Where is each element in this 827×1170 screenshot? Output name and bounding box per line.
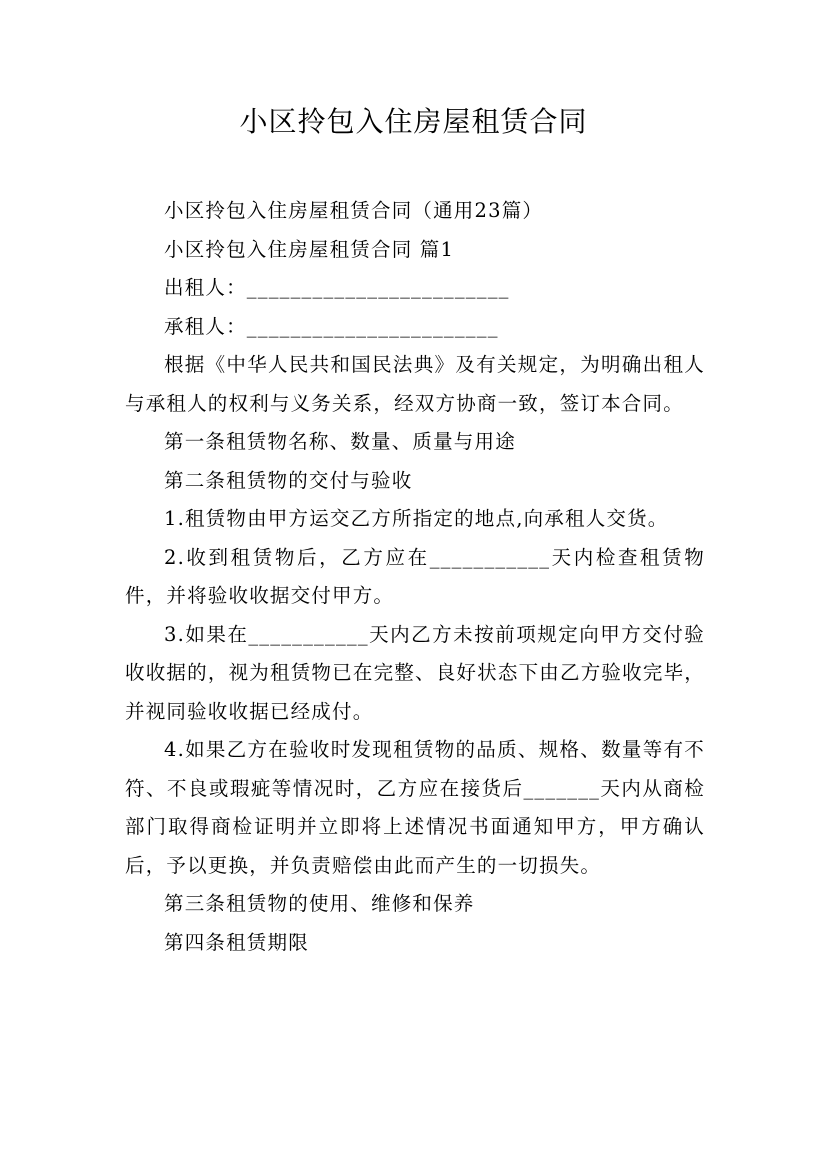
- paragraph-item-3: 3.如果在___________天内乙方未按前项规定向甲方交付验收收据的，视为租赁物已在完整、良好状态下由乙方验收完毕，并视同验收收据已经成付。: [125, 622, 705, 723]
- document-body: [125, 192, 705, 962]
- paragraph-article-2: 第二条租赁物的交付与验收: [164, 468, 413, 492]
- paragraph-article-1: 第一条租赁物名称、数量、质量与用途: [164, 430, 516, 453]
- paragraph-article-3: 第三条租赁物的使用、维修和保养: [164, 892, 475, 915]
- paragraph-lessee: 承租人：_______________________: [164, 314, 499, 338]
- paragraph-item-2: 2.收到租赁物后，乙方应在___________天内检查租赁物件，并将验收收据交付甲方。: [125, 545, 705, 607]
- paragraph-subtitle: 小区拎包入住房屋租赁合同（通用23篇）: [164, 199, 544, 222]
- paragraph-section-heading: 小区拎包入住房屋租赁合同 篇1: [164, 237, 455, 261]
- paragraph-item-4: 4.如果乙方在验收时发现租赁物的品质、规格、数量等有不符、不良或瑕疵等情况时，乙方应在接货后_______天内从商检部门取得商检证明并立即将上述情况书面通知甲方，甲方确认后，予以更换，并负责赔偿由此而产生的一切损失。: [125, 738, 705, 877]
- paragraph-lessor: 出租人：________________________: [164, 276, 510, 299]
- paragraph-preamble: 根据《中华人民共和国民法典》及有关规定，为明确出租人与承租人的权利与义务关系，经双方协商一致，签订本合同。: [125, 353, 705, 415]
- document-title: 小区拎包入住房屋租赁合同: [239, 105, 588, 138]
- paragraph-item-1: 1.租赁物由甲方运交乙方所指定的地点,向承租人交货。: [164, 507, 669, 530]
- paragraph-article-4: 第四条租赁期限: [164, 930, 309, 954]
